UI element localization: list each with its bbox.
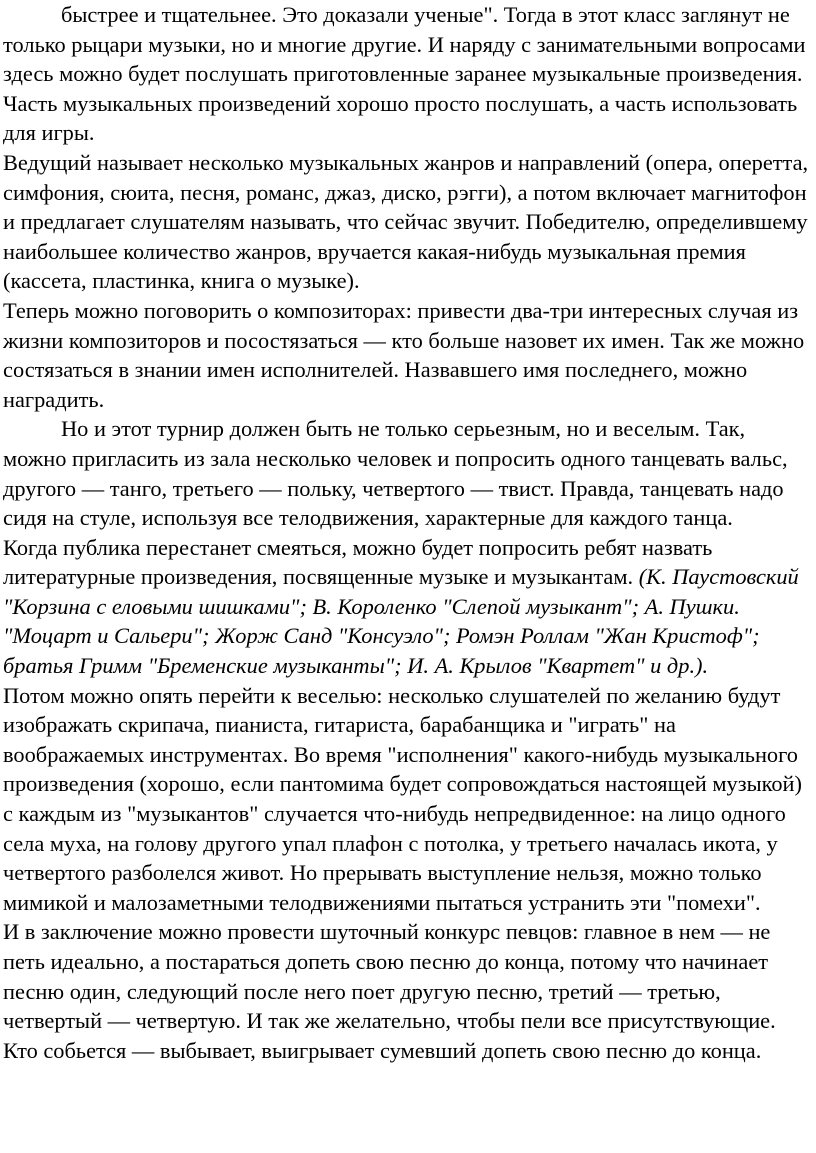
paragraph-4: Но и этот турнир должен быть не только серьезным, но и веселым. Так, можно пригласить из зала несколько человек и попросить одного танцевать вальс, другого — танго, третьего — польку, четвертого — твист. Правда, танцевать надо сидя на стуле, используя все телодвижения, характерные для каждого танца. — [3, 416, 788, 531]
paragraph-3: Теперь можно поговорить о композиторах: привести два-три интересных случая из жизни композиторов и посостязаться — кто больше назовет их имен. Так же можно состязаться в знании имен исполнителей. Назвавшего имя последнего, можно наградить. — [3, 297, 805, 412]
paragraph-2: Ведущий называет несколько музыкальных жанров и направлений (опера, оперетта, симфония, сюита, песня, романс, джаз, диско, рэгги), а потом включает магнитофон и предлагает слушателям называть, что сейчас звучит. Победителю, определившему наибольшее количество жанров, вручается какая-нибудь музыкальная премия (кассета, пластинка, книга о музыке). — [3, 149, 809, 294]
paragraph-5 — [3, 533, 810, 681]
paragraph-1: быстрее и тщательнее. Это доказали ученые". Тогда в этот класс заглянут не только рыцари музыки, но и многие другие. И наряду с занимательными вопросами здесь можно будет послушать приготовленные заранее музыкальные произведения. Часть музыкальных произведений хорошо просто послушать, а часть использовать для игры. — [3, 2, 806, 146]
paragraph-5-book-list: (К. Паустовский "Корзина с еловыми шишками"; В. Короленко "Слепой музыкант"; А. Пушки. "Моцарт и Сальери"; Жорж Санд "Консуэло"; Ромэн Роллам "Жан Кристоф"; братья Гримм "Бременские музыканты"; И. А. Крылов "Квартет" и др.). — [3, 564, 799, 679]
paragraph-6: Потом можно опять перейти к веселью: несколько слушателей по желанию будут изображать скрипача, пианиста, гитариста, барабанщика и "играть" на воображаемых инструментах. Во время "исполнения" какого-нибудь музыкального произведения (хорошо, если пантомима будет сопровождаться настоящей музыкой) с каждым из "музыкантов" случается что-нибудь непредвиденное: на лицо одного села муха, на голову другого упал плафон с потолка, у третьего началась икота, у четвертого разболелся живот. Но прерывать выступление нельзя, можно только мимикой и малозаметными телодвижениями пытаться устранить эти "помехи". — [3, 682, 802, 915]
paragraph-7: И в заключение можно провести шуточный конкурс певцов: главное в нем — не петь идеально, а постараться допеть свою песню до конца, потому что начинает песню один, следующий после него поет другую песню, третий — третью, четвертый — четвертую. И так же желательно, чтобы пели все присутствующие. Кто собьется — выбывает, выигрывает сумевший допеть свою песню до конца. — [3, 919, 776, 1063]
document-body — [3, 0, 810, 1065]
paragraph-5-text: Когда публика перестанет смеяться, можно будет попросить ребят назвать литературные произведения, посвященные музыке и музыкантам. — [3, 534, 713, 590]
